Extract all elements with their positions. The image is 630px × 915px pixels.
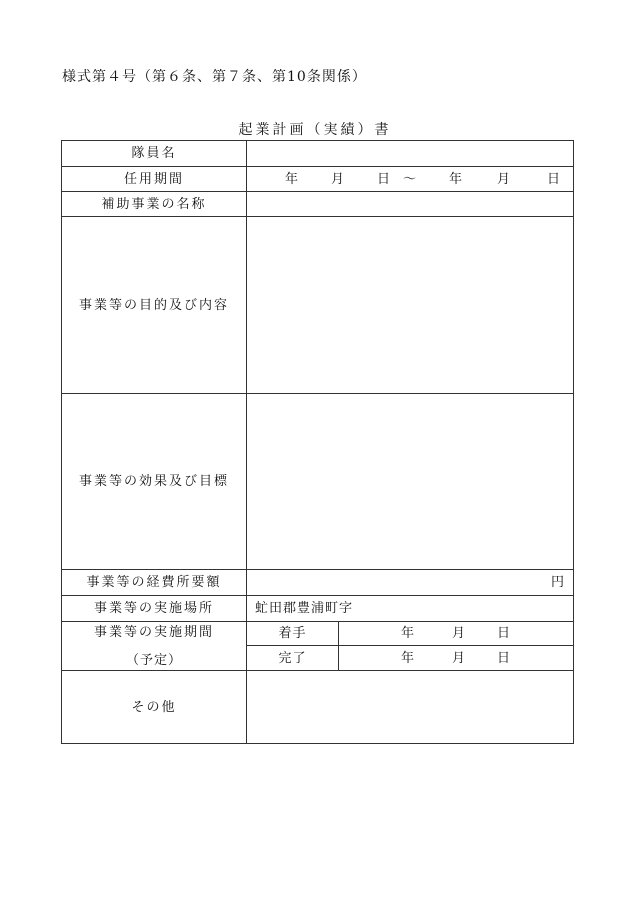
start-year-label: 年 (401, 626, 415, 641)
end-label: 完了 (247, 646, 339, 671)
start-year-unit: 年 (285, 171, 299, 187)
tilde-separator: ～ (403, 171, 417, 187)
member-name-row (62, 141, 574, 167)
purpose-field[interactable] (247, 217, 574, 394)
implementation-period-label (62, 622, 247, 671)
cost-row (62, 570, 574, 596)
purpose-label: 事業等の目的及び内容 (62, 217, 247, 394)
location-label: 事業等の実施場所 (62, 596, 247, 622)
end-date-field[interactable] (339, 646, 574, 671)
start-day-unit: 日 (377, 171, 391, 187)
end-month-unit: 月 (497, 171, 511, 187)
plan-table (61, 140, 574, 744)
appointment-period-field[interactable] (247, 167, 574, 192)
other-label: その他 (62, 671, 247, 744)
start-month-label: 月 (452, 626, 466, 641)
start-month-unit: 月 (331, 171, 345, 187)
cost-field[interactable] (247, 570, 574, 596)
location-field[interactable]: 虻田郡豊浦町字 (247, 596, 574, 622)
appointment-period-row (62, 167, 574, 192)
implementation-period-label-line1: 事業等の実施期間 (93, 624, 214, 640)
subsidy-name-row (62, 192, 574, 217)
end-month-label: 月 (452, 650, 466, 666)
appointment-period-label: 任用期間 (62, 167, 247, 192)
end-year-label: 年 (401, 650, 415, 666)
end-day-label: 日 (497, 650, 511, 666)
end-year-unit: 年 (449, 171, 463, 187)
start-date-field[interactable] (339, 622, 574, 646)
effect-field[interactable] (247, 394, 574, 570)
start-day-label: 日 (497, 626, 511, 641)
yen-unit: 円 (550, 575, 564, 590)
other-row (62, 671, 574, 744)
location-row (62, 596, 574, 622)
form-title: 起業計画（実績）書 (238, 122, 392, 138)
subsidy-name-field[interactable] (247, 192, 574, 217)
implementation-start-row (62, 622, 574, 646)
effect-row (62, 394, 574, 570)
form-number: 様式第４号（第６条、第７条、第10条関係） (62, 69, 367, 85)
purpose-row (62, 217, 574, 394)
start-label: 着手 (247, 622, 339, 646)
end-day-unit: 日 (547, 171, 561, 187)
member-name-label: 隊員名 (62, 141, 247, 167)
effect-label: 事業等の効果及び目標 (62, 394, 247, 570)
other-field[interactable] (247, 671, 574, 744)
member-name-field[interactable] (247, 141, 574, 167)
implementation-period-label-line2: （予定） (125, 652, 182, 668)
cost-label: 事業等の経費所要額 (62, 570, 247, 596)
subsidy-name-label: 補助事業の名称 (62, 192, 247, 217)
